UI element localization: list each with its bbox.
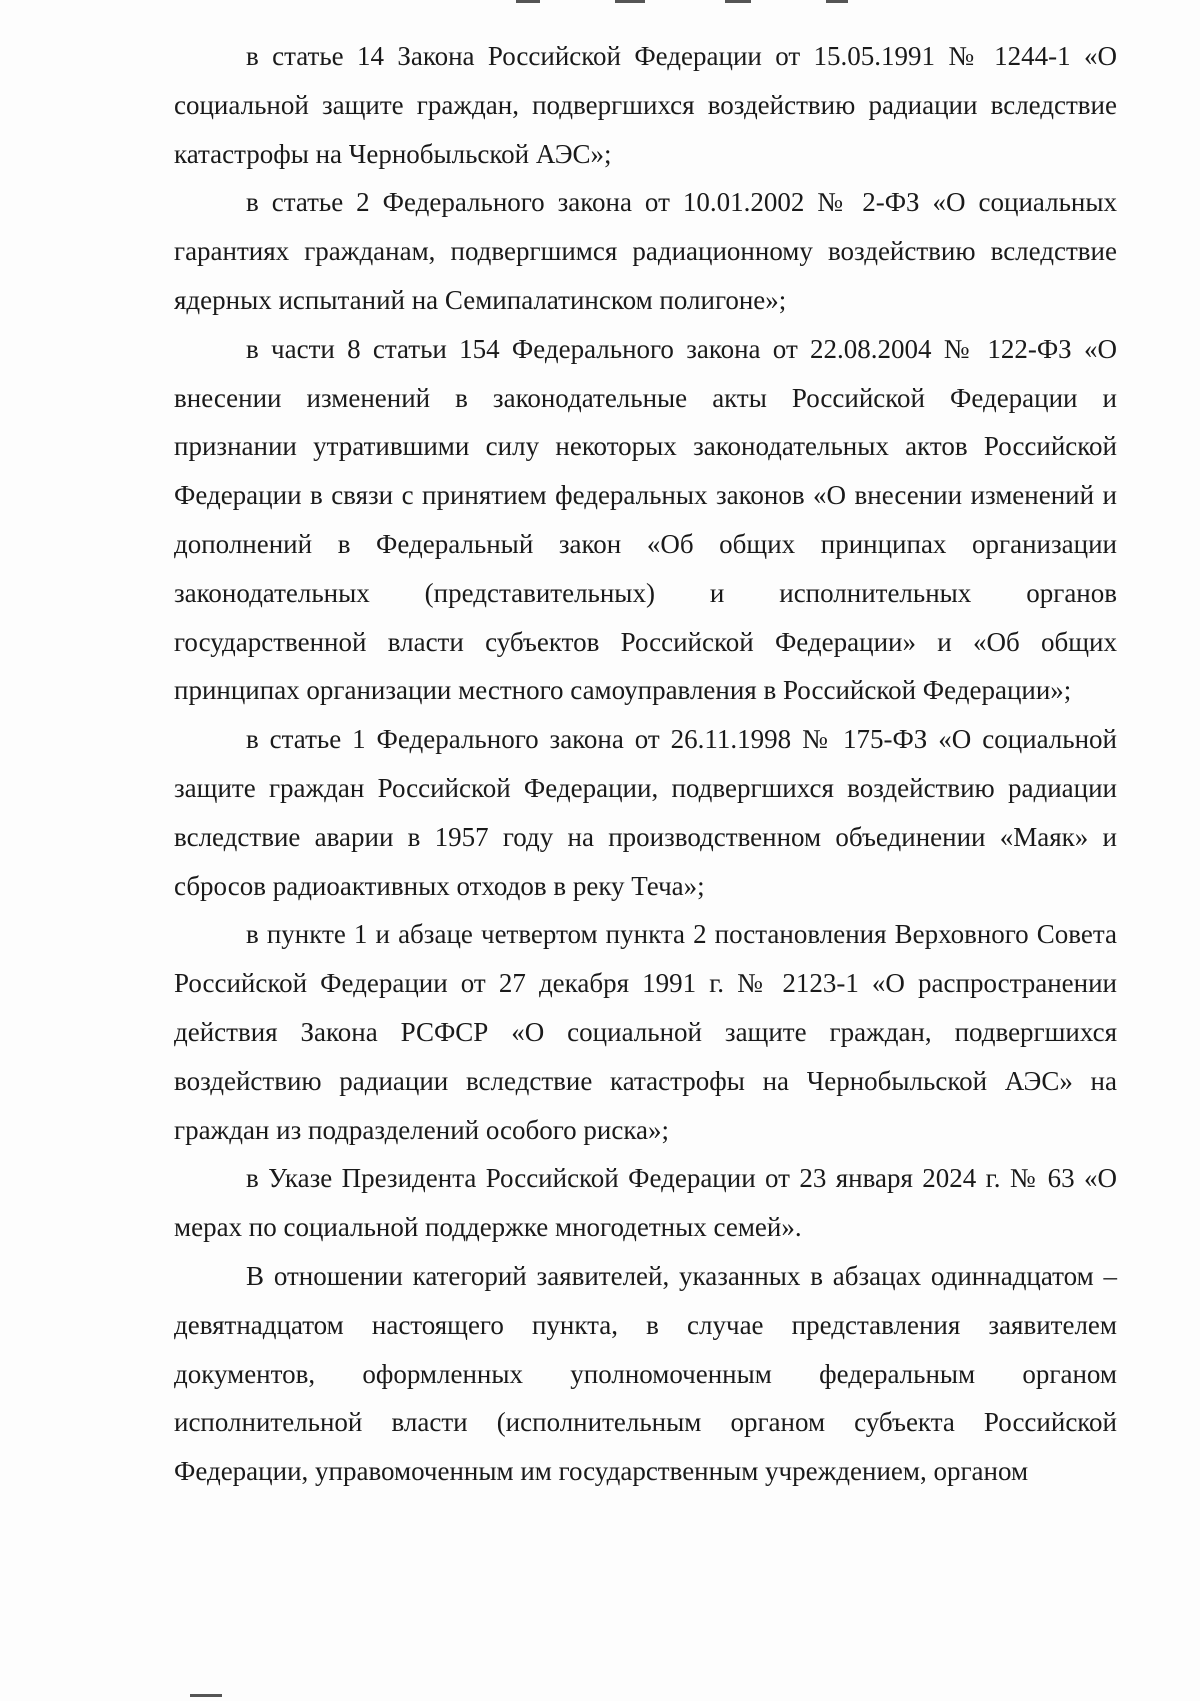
paragraph: В отношении категорий заявителей, указанных в абзацах одиннадцатом – девятнадцатом настоящего пункта, в случае представления заявителем документов, оформленных уполномоченным федеральным органом исполнительной власти (исполнительным органом субъекта Российской Федерации, управомоченным им государственным учреждением, органом <box>174 1260 1117 1487</box>
paragraph: в пункте 1 и абзаце четвертом пункта 2 постановления Верховного Совета Российской Федерации от 27 декабря 1991 г. № 2123-1 «О распространении действия Закона РСФСР «О социальной защите граждан, подвергшихся воздействию радиации вследствие катастрофы на Чернобыльской АЭС» на граждан из подразделений особого риска»; <box>174 919 1117 1145</box>
paragraph: в статье 1 Федерального закона от 26.11.1998 № 175-ФЗ «О социальной защите граждан Российской Федерации, подвергшихся воздействию радиации вследствие аварии в 1957 году на производственном объединении «Маяк» и сбросов радиоактивных отходов в реку Теча»; <box>174 724 1117 901</box>
document-body <box>174 32 1117 1496</box>
scan-edge-mark <box>190 1694 222 1697</box>
paragraph: в Указе Президента Российской Федерации от 23 января 2024 г. № 63 «О мерах по социальной поддержке многодетных семей». <box>174 1163 1117 1243</box>
scan-edge-marks <box>500 0 880 4</box>
paragraph: в части 8 статьи 154 Федерального закона от 22.08.2004 № 122-ФЗ «О внесении изменений в законодательные акты Российской Федерации и признании утратившими силу некоторых законодательных актов Российской Федерации в связи с принятием федеральных законов «О внесении изменений и дополнений в Федеральный закон «Об общих принципах организации законодательных (представительных) и исполнительных органов государственной власти субъектов Российской Федерации» и «Об общих принципах организации местного самоуправления в Российской Федерации»; <box>174 333 1117 706</box>
paragraph: в статье 2 Федерального закона от 10.01.2002 № 2-ФЗ «О социальных гарантиях гражданам, подвергшимся радиационному воздействию вследствие ядерных испытаний на Семипалатинском полигоне»; <box>174 187 1117 315</box>
paragraph: в статье 14 Закона Российской Федерации от 15.05.1991 № 1244-1 «О социальной защите граждан, подвергшихся воздействию радиации вследствие катастрофы на Чернобыльской АЭС»; <box>174 41 1117 169</box>
